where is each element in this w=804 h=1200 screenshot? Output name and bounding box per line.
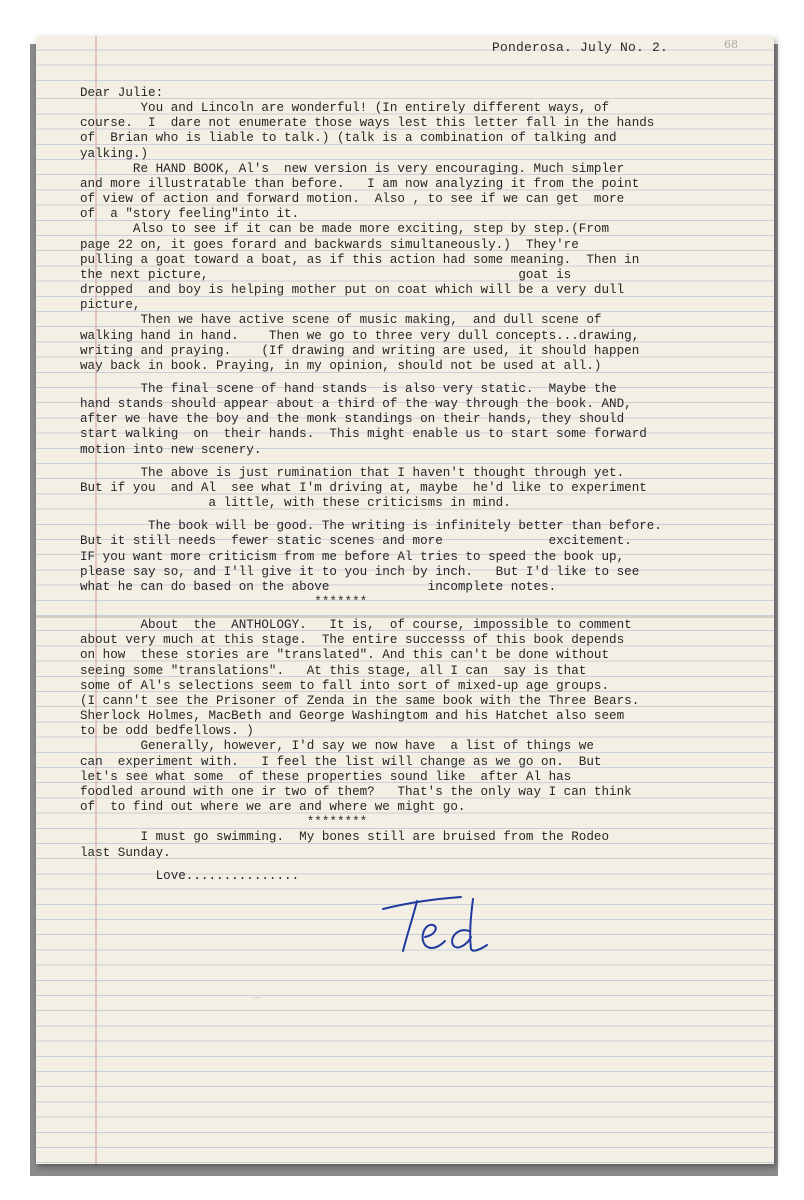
letter-line: IF you want more criticism from me before Al tries to speed the book up, <box>80 549 632 564</box>
letter-line: after we have the boy and the monk standings on their hands, they should <box>80 412 625 427</box>
letter-line: seeing some "translations". At this stage, all I can say is that <box>80 663 587 678</box>
letter-line <box>80 861 760 869</box>
letter-line: Love............... <box>80 868 300 883</box>
letter-line: please say so, and I'll give it to you inch by inch. But I'd like to see <box>80 564 640 579</box>
letter-line: The book will be good. The writing is infinitely better than before. <box>80 519 662 534</box>
letter-line: on how these stories are "translated". And this can't be done without <box>80 648 610 663</box>
letter-line: let's see what some of these properties sound like after Al has <box>80 769 572 784</box>
faint-pencil-mark: ~ <box>250 989 265 1007</box>
letter-line: hand stands should appear about a third of the way through the book. AND, <box>80 397 632 412</box>
letter-line: of to find out where we are and where we might go. <box>80 800 466 815</box>
letter-line: walking hand in hand. Then we go to three very dull concepts...drawing, <box>80 328 640 343</box>
letter-line: picture, <box>80 298 141 313</box>
letter-line: Dear Julie: <box>80 86 164 100</box>
letter-line: about very much at this stage. The entire successs of this book depends <box>80 633 625 648</box>
letter-line: of view of action and forward motion. Also , to see if we can get more <box>80 192 625 207</box>
letter-line: course. I dare not enumerate those ways lest this letter fall in the hands <box>80 116 655 131</box>
letter-line: and more illustratable than before. I am now analyzing it from the point <box>80 176 640 191</box>
letter-line: of Brian who is liable to talk.) (talk is a combination of talking and <box>80 131 617 146</box>
letter-line: You and Lincoln are wonderful! (In entirely different ways, of <box>80 101 610 116</box>
letter-line: I must go swimming. My bones still are bruised from the Rodeo <box>80 830 610 845</box>
letter-line: But if you and Al see what I'm driving at, maybe he'd like to experiment <box>80 480 647 495</box>
letter-line: last Sunday. <box>80 845 171 860</box>
letter-line: of a "story feeling"into it. <box>80 207 307 222</box>
signature-ted <box>377 893 509 961</box>
letter-line: a little, with these criticisms in mind. <box>80 496 511 511</box>
letter-line: the next picture, goat is <box>80 267 572 282</box>
letter-line: writing and praying. (If drawing and writing are used, it should happen <box>80 343 640 358</box>
letter-line: to be odd bedfellows. ) <box>80 724 254 739</box>
letter-line: way back in book. Praying, in my opinion, should not be used at all.) <box>80 358 602 373</box>
letter-line: But it still needs fewer static scenes and more excitement. <box>80 534 632 549</box>
letter-line: ******** <box>80 815 368 830</box>
signature <box>377 893 509 966</box>
letter-line: foodled around with one ir two of them? That's the only way I can think <box>80 784 632 799</box>
letter-header: Ponderosa. July No. 2. <box>492 40 669 55</box>
letter-line: some of Al's selections seem to fall into sort of mixed-up age groups. <box>80 678 610 693</box>
letter-line: motion into new scenery. <box>80 442 262 457</box>
letter-line: start walking on their hands. This might enable us to start some forward <box>80 427 647 442</box>
letter-line <box>80 511 760 519</box>
letter-line: Also to see if it can be made more exciting, step by step.(From <box>80 222 610 237</box>
letter-line: (I cann't see the Prisoner of Zenda in the same book with the Three Bears. <box>80 693 640 708</box>
letter-line: Then we have active scene of music making, and dull scene of <box>80 313 602 328</box>
letter-line <box>80 374 760 382</box>
letter-line: ******* <box>80 595 368 609</box>
letter-line: pulling a goat toward a boat, as if this action had some meaning. Then in <box>80 252 640 267</box>
letter-line: The final scene of hand stands is also very static. Maybe the <box>80 381 617 396</box>
letter-line: Re HAND BOOK, Al's new version is very encouraging. Much simpler <box>80 161 625 176</box>
letter-line: Sherlock Holmes, MacBeth and George Washingtom and his Hatchet also seem <box>80 709 625 724</box>
letter-line: can experiment with. I feel the list will change as we go on. But <box>80 754 602 769</box>
letter-line <box>80 458 760 466</box>
letter-line <box>80 610 760 618</box>
letter-line: About the ANTHOLOGY. It is, of course, impossible to comment <box>80 618 632 633</box>
letter-line: Generally, however, I'd say we now have a list of things we <box>80 739 594 754</box>
letter-body <box>80 86 760 884</box>
letter-line: what he can do based on the above incomplete notes. <box>80 579 557 594</box>
letter-line: yalking.) <box>80 146 149 161</box>
page-number-mark: 68 <box>724 38 738 51</box>
letter-line: dropped and boy is helping mother put on coat which will be a very dull <box>80 283 625 298</box>
letter-line: The above is just rumination that I haven't thought through yet. <box>80 465 625 480</box>
letter-line: page 22 on, it goes forard and backwards simultaneously.) They're <box>80 237 579 252</box>
